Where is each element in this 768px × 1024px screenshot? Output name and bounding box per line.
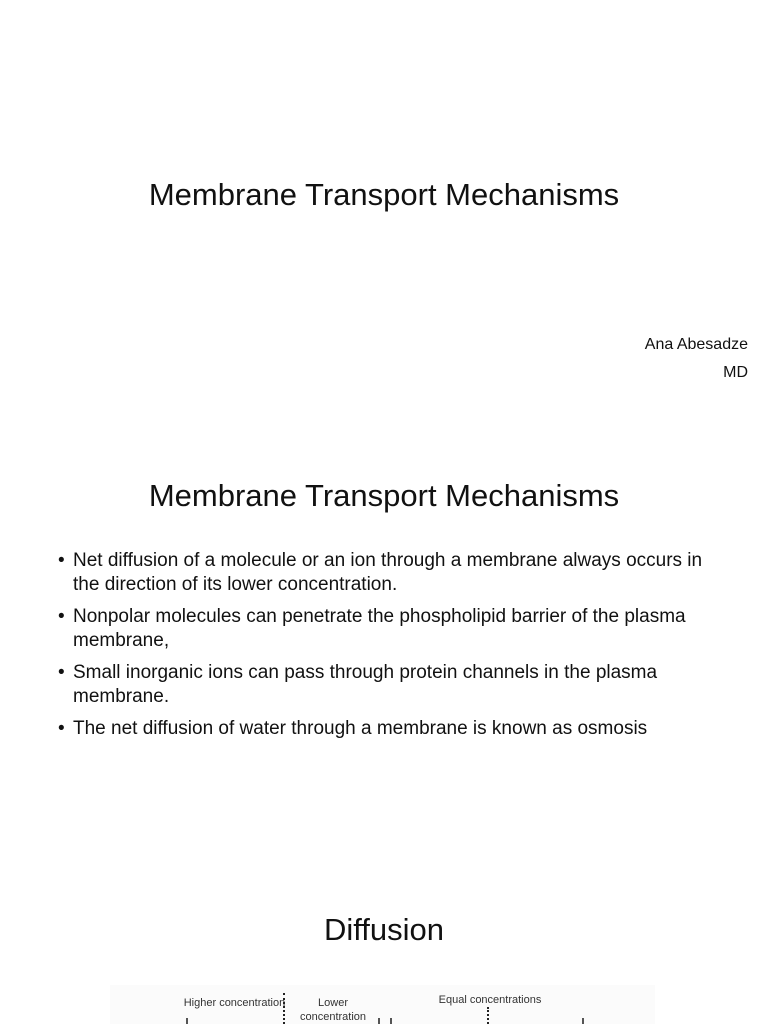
label-higher-concentration: Higher concentration — [183, 997, 286, 1009]
bullet-dot: • — [58, 662, 65, 683]
slide1-title: Membrane Transport Mechanisms — [148, 177, 620, 212]
bullet-text: Small inorganic ions can pass through protein channels in the plasma membrane. — [73, 662, 658, 707]
container-wall — [582, 1018, 584, 1024]
label-lower-concentration: Lower concentration — [299, 997, 367, 1023]
author-degree: MD — [723, 364, 748, 381]
membrane-divider — [283, 993, 285, 1024]
bullet-text: Net diffusion of a molecule or an ion through a membrane always occurs in the direction of its lower concentration. — [73, 550, 703, 595]
bullet-text: Nonpolar molecules can penetrate the phospholipid barrier of the plasma membrane, — [73, 606, 686, 651]
bullet-dot: • — [58, 550, 65, 571]
bullet-item — [58, 717, 718, 741]
container-wall — [378, 1018, 380, 1024]
bullet-dot: • — [58, 606, 65, 627]
slide3-title: Diffusion — [323, 912, 445, 947]
container-wall — [186, 1018, 188, 1024]
diffusion-diagram — [110, 985, 655, 1024]
bullet-item — [58, 549, 718, 597]
membrane-divider — [487, 1007, 489, 1024]
label-equal-concentrations: Equal concentrations — [438, 994, 542, 1006]
bullet-dot: • — [58, 718, 65, 739]
container-wall — [390, 1018, 392, 1024]
bullet-text: The net diffusion of water through a membrane is known as osmosis — [73, 718, 648, 739]
bullet-list — [58, 549, 718, 749]
slide2-title: Membrane Transport Mechanisms — [148, 478, 620, 513]
bullet-item — [58, 661, 718, 709]
bullet-item — [58, 605, 718, 653]
author-name: Ana Abesadze — [644, 336, 748, 353]
author-block — [645, 331, 748, 387]
